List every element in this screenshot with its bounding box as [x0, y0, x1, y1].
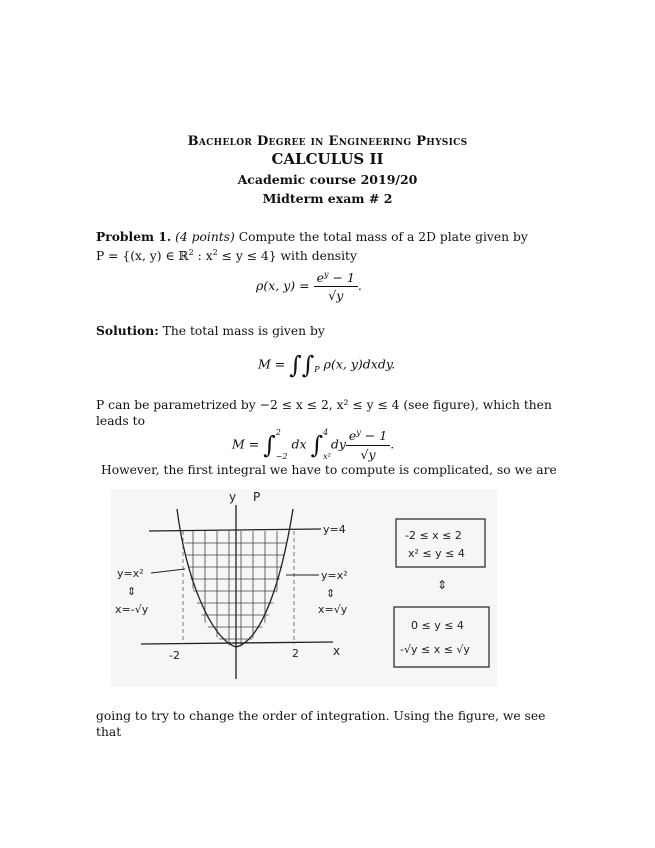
iter-lhs: M =: [232, 436, 264, 452]
box2-line2: -√y ≤ x ≤ √y: [400, 643, 470, 656]
mass-integrand: ρ(x, y)dxdy.: [323, 356, 396, 372]
continuation-line: going to try to change the order of integration. Using the figure, we see that: [96, 709, 546, 739]
tick-pos2: 2: [292, 647, 299, 660]
density-fraction: [314, 270, 358, 303]
box1-line1: -2 ≤ x ≤ 2: [405, 529, 462, 542]
density-num-rest: − 1: [328, 270, 355, 286]
iter-num-exp: y: [356, 428, 361, 438]
set-def-d: 2: [212, 248, 218, 257]
density-den: √y: [328, 288, 344, 304]
axis-x-label: x: [333, 644, 341, 658]
left-curve-label: y=x²: [117, 567, 144, 580]
density-num-exp: y: [324, 270, 329, 279]
box1-line2: x² ≤ y ≤ 4: [408, 547, 465, 560]
iter-upper-1: 2: [275, 428, 281, 437]
param-line1: P can be parametrized by −2 ≤ x ≤ 2, x² ≤ y ≤ 4 (see figure), which then: [96, 398, 552, 412]
region-figure: [111, 489, 497, 687]
problem-points: (4 points): [175, 230, 235, 244]
density-formula: [256, 270, 362, 303]
course-title: CALCULUS II: [271, 150, 384, 168]
box-equivalence-arrow: ⇕: [437, 578, 448, 592]
constraint-box-2: [394, 607, 489, 667]
problem-label: Problem 1.: [96, 229, 172, 244]
iter-fraction: [346, 428, 390, 461]
box2-line1: 0 ≤ y ≤ 4: [411, 619, 464, 632]
problem-statement-line2: [96, 245, 566, 264]
iterated-integral: M = ∫ 2 −2 dx ∫ 4 x² dy $\frac{e^y - 1}{√y}$ .: [232, 428, 395, 462]
problem-text: Compute the total mass of a 2D plate given by: [238, 230, 528, 244]
density-lhs: ρ(x, y) =: [256, 278, 314, 294]
problem-statement-line1: [96, 229, 566, 245]
exam-title: Midterm exam # 2: [262, 191, 393, 206]
set-def-c: : x: [193, 249, 213, 264]
set-def-b: 2: [188, 248, 194, 257]
region-label: P: [253, 490, 261, 504]
right-x-label: x=√y: [318, 603, 348, 616]
solution-intro-text: The total mass is given by: [162, 324, 325, 338]
right-arrow: ⇕: [326, 587, 336, 600]
mass-lhs: M =: [258, 356, 290, 372]
however-line: However, the first integral we have to compute is complicated, so we are: [101, 463, 557, 477]
density-num: e: [316, 270, 324, 286]
right-curve-label: y=x²: [321, 569, 348, 582]
tick-neg2: -2: [169, 649, 180, 662]
iter-dx: dx: [291, 436, 307, 452]
set-def-e: ≤ y ≤ 4} with density: [217, 249, 357, 264]
iter-end: .: [390, 436, 395, 452]
iter-num-rest: − 1: [360, 428, 388, 444]
program-name: Bachelor Degree in Engineering Physics: [187, 134, 468, 149]
mass-formula: $M = \int\int_P$ ρ(x, y)dxdy.: [258, 351, 396, 379]
density-end: .: [357, 278, 362, 294]
iter-dy: dy: [330, 436, 346, 452]
axis-y-label: y: [229, 490, 237, 504]
param-line2: leads to: [96, 414, 145, 428]
iter-num: e: [348, 428, 357, 444]
iter-den: √y: [360, 446, 376, 462]
solution-intro: [96, 323, 566, 339]
iter-lower-1: −2: [275, 452, 288, 461]
line-y4: [149, 529, 321, 531]
set-def-a: P = {(x, y) ∈ ℝ: [96, 249, 189, 264]
x-axis: [141, 642, 333, 644]
left-x-label: x=-√y: [115, 603, 149, 616]
mass-sub: P: [314, 365, 320, 374]
left-arrow: ⇕: [127, 585, 137, 598]
academic-course: Academic course 2019/20: [237, 172, 418, 187]
arrow-left-curve: [151, 569, 185, 573]
solution-label: Solution:: [96, 323, 159, 338]
iter-upper-2: 4: [323, 428, 329, 437]
line-y4-label: y=4: [323, 523, 346, 536]
iter-lower-2: x²: [323, 452, 331, 461]
region-sketch: [111, 489, 497, 687]
